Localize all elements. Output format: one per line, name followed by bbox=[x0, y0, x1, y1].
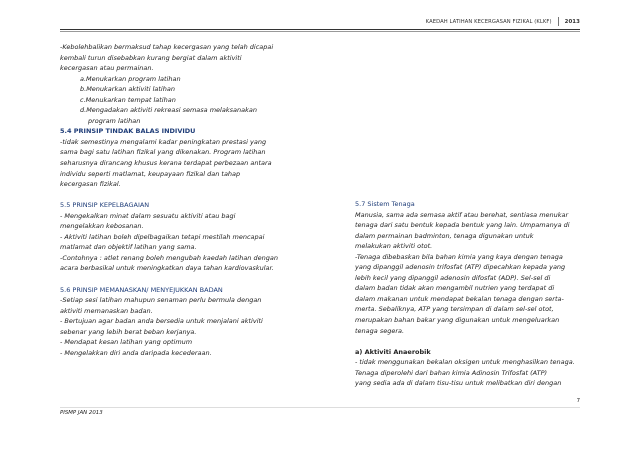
header-rule bbox=[60, 29, 580, 30]
text-line: sebenar yang lebih berat beban kerjanya. bbox=[60, 327, 197, 336]
text-line: -Contohnya : atlet renang boleh mengubah kaedah latihan dengan bbox=[60, 253, 278, 262]
text-line: a.Menukarkan program latihan bbox=[80, 74, 181, 83]
text-line: c.Menukarkan tempat latihan bbox=[80, 95, 176, 104]
header-title: KAEDAH LATIHAN KECERGASAN FIZIKAL (KLKF) bbox=[425, 18, 552, 25]
text-line: - Aktiviti latihan boleh dipelbagaikan tetapi mestilah mencapai bbox=[60, 232, 265, 241]
right-column bbox=[355, 199, 617, 389]
text-line: merupakan bahan bakar yang digunakan untuk mengeluarkan bbox=[355, 316, 560, 325]
text-line: kembali turun disebabkan kurang bergiat dalam aktiviti bbox=[60, 53, 242, 62]
text-line: -Kebolehbalikan bermaksud tahap kecergasan yang telah dicapai bbox=[60, 43, 274, 51]
page-header bbox=[426, 17, 580, 26]
section-heading: 5.4 PRINSIP TINDAK BALAS INDIVIDU bbox=[60, 127, 196, 136]
text-line: Tenaga diperolehi dari bahan kimia Adinosin Trifosfat (ATP) bbox=[355, 368, 548, 377]
text-line: dalam permainan badminton, tenaga digunakan untuk bbox=[355, 231, 534, 240]
text-line: - tidak menggunakan bekalan oksigen untuk menghasilkan tenaga. bbox=[355, 358, 575, 367]
text-line: - Bertujuan agar badan anda bersedia untuk menjalani aktiviti bbox=[60, 317, 263, 326]
text-line: tenaga dari satu bentuk kepada bentuk yang lain. Umpamanya di bbox=[355, 221, 570, 230]
text-line: yang sedia ada di dalam tisu-tisu untuk melibatkan diri dengan bbox=[355, 379, 562, 388]
spacer bbox=[60, 190, 345, 201]
section-heading: 5.6 PRINSIP MEMANASKAN/ MENYEJUKKAN BADAN bbox=[60, 285, 223, 294]
text-line: matlamat dan objektif latihan yang sama. bbox=[60, 243, 197, 252]
text-line: tenaga segera. bbox=[355, 326, 405, 335]
text-line: d.Mengadakan aktiviti rekreasi semasa melaksanakan bbox=[80, 106, 257, 115]
text-line: -Tenaga dibebaskan bila bahan kimia yang kaya dengan tenaga bbox=[355, 252, 563, 261]
text-line: lebih kecil yang dipanggil adenosin difosfat (ADP). Sel-sel di bbox=[355, 273, 551, 282]
text-line: melakukan aktiviti otot. bbox=[355, 242, 433, 251]
spacer bbox=[60, 274, 345, 285]
text-line: mengelakkan kebosanan. bbox=[60, 222, 144, 231]
footer-text: PISMP JAN 2013 bbox=[60, 410, 103, 416]
text-line: -Setiap sesi latihan mahupun senaman perlu bermula dengan bbox=[60, 296, 262, 305]
text-line: sama bagi satu latihan fizikal yang dikenakan. Program latihan bbox=[60, 148, 266, 157]
text-line: - Mendapat kesan latihan yang optimum bbox=[60, 338, 193, 347]
text-line: merta. Sebaliknya, ATP yang tersimpan di dalam sel-sel otot, bbox=[355, 305, 554, 314]
text-line: seharusnya dirancang khusus kerana terdapat perbezaan antara bbox=[60, 159, 272, 168]
text-line: yang dipanggil adenosin trifosfat (ATP) dipecahkan kepada yang bbox=[355, 263, 566, 272]
text-line: dalam badan tidak akan mengambil nutrien yang terdapat di bbox=[355, 284, 555, 293]
header-rule-thin bbox=[60, 31, 580, 32]
text-line: kecergasan fizikal. bbox=[60, 180, 121, 189]
text-line: aktiviti memanaskan badan. bbox=[60, 306, 153, 315]
text-line: individu seperti matlamat, keupayaan fizikal dan tahap bbox=[60, 169, 241, 178]
header-separator bbox=[558, 17, 559, 26]
text-line: Manusia, sama ada semasa aktif atau berehat, sentiasa menukar bbox=[355, 210, 569, 219]
text-line: - Mengekalkan minat dalam sesuatu aktiviti atau bagi bbox=[60, 211, 236, 220]
text-line: -tidak semestinya mengalami kadar peningkatan prestasi yang bbox=[60, 137, 267, 146]
text-line: b.Menukarkan aktiviti latihan bbox=[80, 85, 175, 94]
page-number: 7 bbox=[576, 398, 580, 404]
text-line: program latihan bbox=[88, 116, 141, 125]
section-heading: 5.5 PRINSIP KEPELBAGAIAN bbox=[60, 201, 150, 210]
left-column bbox=[60, 42, 345, 358]
text-line: dalam makanan untuk mendapat bekalan tenaga dengan serta- bbox=[355, 294, 564, 303]
text-line: - Mengelakkan diri anda daripada kecederaan. bbox=[60, 348, 212, 357]
header-year: 2013 bbox=[564, 18, 580, 25]
section-heading: 5.7 Sistem Tenaga bbox=[355, 200, 415, 208]
text-line: acara berbasikal untuk meningkatkan daya tahan kardiovaskular. bbox=[60, 264, 274, 273]
text-line: kecergasan atau permainan. bbox=[60, 64, 154, 73]
section-heading: a) Aktiviti Anaerobik bbox=[355, 347, 431, 356]
footer-rule bbox=[60, 407, 580, 408]
spacer bbox=[355, 336, 617, 347]
